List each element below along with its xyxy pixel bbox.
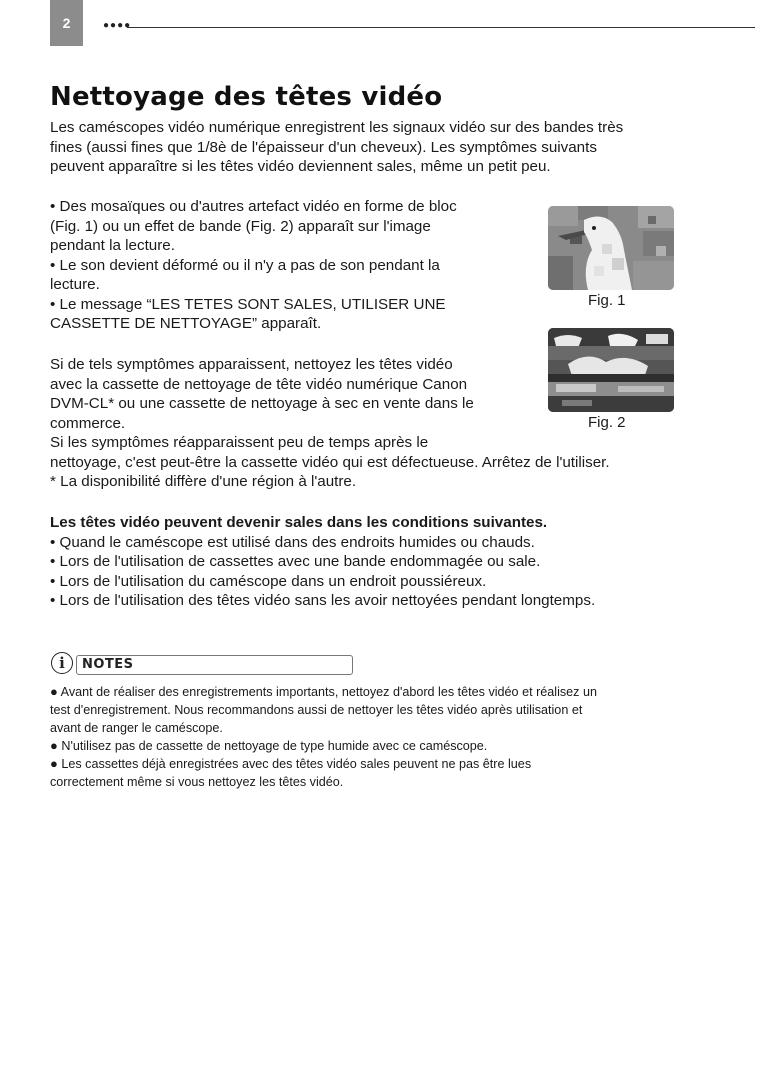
header-dots: ●●●● <box>103 20 132 31</box>
symptom-line: • Le son devient déformé ou il n'y a pas de son pendant la <box>50 256 440 274</box>
condition-item: • Quand le caméscope est utilisé dans des endroits humides ou chauds. <box>50 533 535 551</box>
footnote: * La disponibilité diffère d'une région à l'autre. <box>50 473 357 490</box>
symptom-line: • Le message “LES TETES SONT SALES, UTILISER UNE <box>50 295 446 313</box>
intro-line: peuvent apparaître si les têtes vidéo deviennent sales, même un petit peu. <box>50 158 551 175</box>
note-text: N'utilisez pas de cassette de nettoyage de type humide avec ce caméscope. <box>61 739 488 753</box>
condition-item: • Lors de l'utilisation de cassettes avec une bande endommagée ou sale. <box>50 553 541 570</box>
condition-item: • Lors de l'utilisation des têtes vidéo sans les avoir nettoyées pendant longtemps. <box>50 592 596 609</box>
notes-label: NOTES <box>82 657 134 672</box>
figure-1-caption: Fig. 1 <box>588 292 626 309</box>
note-line: avant de ranger le caméscope. <box>50 721 223 735</box>
figure-1-mosaic-image <box>548 206 674 290</box>
figure-2-caption: Fig. 2 <box>588 414 626 431</box>
conditions-heading: Les têtes vidéo peuvent devenir sales dans les conditions suivantes. <box>50 514 548 531</box>
symptom-line: lecture. <box>50 276 100 293</box>
action-line: DVM-CL* ou une cassette de nettoyage à sec en vente dans le <box>50 395 474 412</box>
action-line: avec la cassette de nettoyage de tête vidéo numérique Canon <box>50 375 468 393</box>
note-line <box>50 737 487 755</box>
intro-line: Les caméscopes vidéo numérique enregistrent les signaux vidéo sur des bandes très <box>50 119 624 136</box>
intro-line: fines (aussi fines que 1/8è de l'épaisseur d'un cheveux). Les symptômes suivants <box>50 138 597 156</box>
note-bullet: ● <box>50 684 58 699</box>
note-line: test d'enregistrement. Nous recommandons aussi de nettoyer les têtes vidéo après utilisation et <box>50 703 583 717</box>
symptom-line: CASSETTE DE NETTOYAGE” apparaît. <box>50 315 322 332</box>
action-line: nettoyage, c'est peut-être la cassette vidéo qui est défectueuse. Arrêtez de l'utiliser. <box>50 453 610 471</box>
symptom-line: (Fig. 1) ou un effet de bande (Fig. 2) apparaît sur l'image <box>50 217 431 235</box>
note-text: Les cassettes déjà enregistrées avec des têtes vidéo sales peuvent ne pas être lues <box>61 757 532 771</box>
note-text: Avant de réaliser des enregistrements importants, nettoyez d'abord les têtes vidéo et réalisez un <box>60 685 597 699</box>
note-bullet: ● <box>50 756 58 771</box>
note-line <box>50 755 531 773</box>
figure-2-banding-image <box>548 328 674 412</box>
condition-item: • Lors de l'utilisation du caméscope dans un endroit poussiéreux. <box>50 572 487 590</box>
note-line <box>50 683 597 701</box>
page-number: 2 <box>50 0 83 46</box>
action-line: commerce. <box>50 414 126 432</box>
info-icon: i <box>51 652 73 674</box>
symptom-line: pendant la lecture. <box>50 237 175 254</box>
note-line: correctement même si vous nettoyez les têtes vidéo. <box>50 775 344 789</box>
action-line: Si de tels symptômes apparaissent, nettoyez les têtes vidéo <box>50 356 453 373</box>
symptom-line: • Des mosaïques ou d'autres artefact vidéo en forme de bloc <box>50 198 457 215</box>
note-bullet: ● <box>50 738 58 753</box>
page-title: Nettoyage des têtes vidéo <box>50 82 443 112</box>
action-line: Si les symptômes réapparaissent peu de temps après le <box>50 434 429 451</box>
header-rule <box>127 27 755 28</box>
